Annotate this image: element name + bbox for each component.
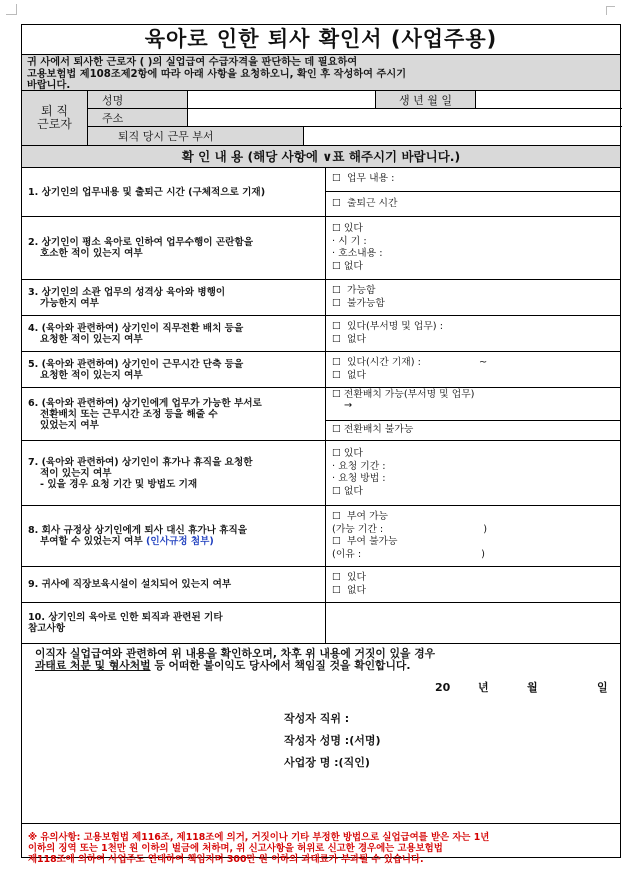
intro-line-1: 귀 사에서 퇴사한 근로자 ( )의 실업급여 수급자격을 판단하는 데 필요하여 — [27, 57, 358, 68]
question-2-text: 2. 상기인이 평소 육아로 인하여 업무수행이 곤란함을 호소한 적이 있는지 여부 — [22, 217, 326, 279]
employee-section-label — [22, 91, 88, 145]
checkbox[interactable]: ☐ — [332, 511, 341, 522]
writer-position-line[interactable]: 작성자 직위 : — [284, 712, 350, 725]
question-row-9 — [22, 567, 620, 603]
answer-8: ☐ 부여 가능 (가능 기간 : ) ☐ 부여 불가능 (이유 : ) — [332, 511, 488, 560]
birth-label: 생 년 월 일 — [376, 91, 476, 109]
checkbox[interactable]: ☐ — [332, 321, 341, 332]
question-row-7 — [22, 441, 620, 506]
checkbox[interactable]: ☐ — [332, 173, 341, 185]
answer-5: ☐ 있다(시간 기재) : ~ ☐ 없다 — [332, 357, 488, 381]
intro-line-2: 고용보험법 제108조제2항에 따라 아래 사항을 요청하오니, 확인 후 작성하여 주시기 — [27, 68, 407, 80]
notice-line-3: 제118조에 의하여 사업주도 연대하여 책임지며 300만 원 이하의 과태료가 부과될 수 있습니다. — [28, 854, 424, 865]
answer-3: ☐ 가능함 ☐ 불가능함 — [332, 285, 385, 309]
intro-text — [22, 55, 620, 91]
question-row-6 — [22, 388, 620, 441]
checkbox[interactable]: ☐ — [332, 260, 341, 272]
question-row-10 — [22, 603, 620, 644]
question-row-2 — [22, 217, 620, 280]
question-1-text: 1. 상기인의 업무내용 및 출퇴근 시간 (구체적으로 기재) — [22, 168, 326, 216]
question-row-1 — [22, 168, 620, 217]
checkbox[interactable]: ☐ — [332, 223, 341, 234]
question-7-text: 7. (육아와 관련하여) 상기인이 휴가나 휴직을 요청한 적이 있는지 여부 - 있을 경우 요청 기간 및 방법도 기재 — [22, 441, 326, 505]
day-label: 일 — [597, 681, 608, 694]
writer-name-line[interactable]: 작성자 성명 :(서명) — [284, 734, 381, 747]
checkbox[interactable]: ☐ — [332, 389, 341, 400]
page-edge-mark — [606, 6, 615, 15]
checkbox[interactable]: ☐ — [332, 369, 341, 381]
confirm-header: 확 인 내 용 (해당 사항에 ∨표 해주시기 바랍니다.) — [22, 146, 620, 168]
checkbox[interactable]: ☐ — [332, 357, 341, 368]
checkbox[interactable]: ☐ — [332, 485, 341, 497]
question-row-8 — [22, 506, 620, 567]
month-label: 월 — [527, 681, 538, 694]
page-corner-mark — [6, 4, 17, 15]
name-field[interactable] — [188, 91, 376, 109]
year-label: 년 — [478, 681, 489, 694]
intro-line-3: 바랍니다. — [27, 80, 71, 91]
confirmation-statement — [22, 644, 620, 824]
question-row-5 — [22, 352, 620, 388]
address-field[interactable] — [188, 109, 622, 127]
confirmation-form — [21, 24, 621, 865]
birth-field[interactable] — [476, 91, 622, 109]
name-label: 성명 — [88, 91, 188, 109]
question-8-text: 8. 회사 규정상 상기인에게 퇴사 대신 휴가나 휴직을 부여할 수 있었는지 여부 (인사규정 첨부) — [22, 506, 326, 566]
question-5-text: 5. (육아와 관련하여) 상기인이 근무시간 단축 등을 요청한 적이 있는지 여부 — [22, 352, 326, 387]
checkbox[interactable]: ☐ — [332, 424, 341, 436]
answer-10-field[interactable] — [326, 603, 620, 643]
question-9-text: 9. 귀사에 직장보육시설이 설치되어 있는지 여부 — [22, 567, 326, 602]
checkbox[interactable]: ☐ — [332, 536, 341, 547]
penalty-text: 과태료 처분 및 형사처벌 — [35, 659, 151, 672]
checkbox[interactable]: ☐ — [332, 584, 341, 596]
answer-4: ☐ 있다(부서명 및 업무) : ☐ 없다 — [332, 321, 444, 345]
form-title: 육아로 인한 퇴사 확인서 (사업주용) — [22, 25, 620, 55]
notice-line-2: 이하의 징역 또는 1천만 원 이하의 벌금에 처하며, 위 신고사항을 허위로 신고한 경우에는 고용보험법 — [28, 843, 443, 854]
question-10-text: 10. 상기인의 육아로 인한 퇴직과 관련된 기타 참고사항 — [22, 603, 326, 643]
business-name-line[interactable]: 사업장 명 :(직인) — [284, 756, 370, 769]
notice-line-1: ※ 유의사항: 고용보험법 제116조, 제118조에 의거, 거짓이나 기타 부정한 방법으로 실업급여를 받은 자는 1년 — [28, 832, 490, 843]
year-prefix: 20 — [435, 681, 451, 694]
checkbox[interactable]: ☐ — [332, 572, 341, 583]
employee-section-label-2: 근로자 — [37, 117, 72, 131]
employee-section-label-1: 퇴 직 — [41, 104, 68, 118]
checkbox[interactable]: ☐ — [332, 285, 341, 296]
checkbox[interactable]: ☐ — [332, 297, 341, 309]
dept-label: 퇴직 당시 근무 부서 — [88, 127, 304, 145]
question-6-text: 6. (육아와 관련하여) 상기인에게 업무가 가능한 부서로 전환배치 또는 근무시간 조정 등을 해줄 수 있었는지 여부 — [22, 388, 326, 440]
checkbox[interactable]: ☐ — [332, 197, 341, 209]
question-row-3 — [22, 280, 620, 316]
address-label: 주소 — [88, 109, 188, 127]
answer-1: ☐ 업무 내용 : ☐ 출퇴근 시간 — [326, 168, 620, 216]
question-row-4 — [22, 316, 620, 352]
legal-notice — [22, 824, 620, 865]
question-4-text: 4. (육아와 관련하여) 상기인이 직무전환 배치 등을 요청한 적이 있는지 여부 — [22, 316, 326, 351]
answer-6: ☐ 전환배치 가능(부서명 및 업무) → ☐ 전환배치 불가능 — [326, 388, 620, 440]
checkbox[interactable]: ☐ — [332, 448, 341, 459]
statement-line-1: 이직자 실업급여와 관련하여 위 내용을 확인하오며, 차후 위 내용에 거짓이 있을 경우 — [35, 647, 436, 660]
answer-9: ☐ 있다 ☐ 없다 — [332, 572, 366, 596]
answer-2: ☐ 있다 · 시 기 : · 호소내용 : ☐ 없다 — [332, 223, 383, 272]
hr-rules-attachment-note: (인사규정 첨부) — [146, 536, 214, 547]
checkbox[interactable]: ☐ — [332, 333, 341, 345]
employee-info-table — [22, 91, 620, 146]
dept-field[interactable] — [304, 127, 622, 145]
answer-7: ☐ 있다 · 요청 기간 : · 요청 방법 : ☐ 없다 — [332, 448, 386, 497]
statement-line-2: 과태료 처분 및 형사처벌 등 어떠한 불이익도 당사에서 책임질 것을 확인합니다. — [35, 659, 411, 672]
question-3-text: 3. 상기인의 소관 업무의 성격상 육아와 병행이 가능한지 여부 — [22, 280, 326, 315]
